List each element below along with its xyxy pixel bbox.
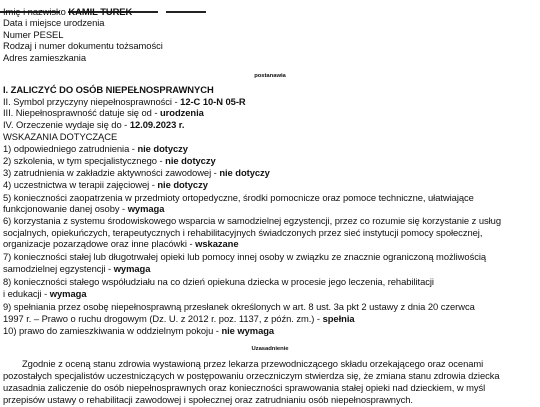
indication-7-line-1: 7) konieczności stałej lub długotrwałej opieki lub pomocy innej osoby w związku ze znacznie ograniczoną możliwością [3,251,487,262]
justification-heading: Uzasadnienie [251,346,289,352]
decision-point-3 [3,107,204,118]
indication-1-text: 1) odpowiedniego zatrudnienia - [3,143,135,154]
justification-line-4: przepisów ustawy o rehabilitacji zawodowej i społecznej oraz zatrudnianiu osób niepełnosprawnych. [3,394,413,405]
indication-8-line-2 [3,288,86,299]
onset-label: III. Niepełnosprawność datuje się od - [3,107,158,118]
name-value: KAMIL TUREK [68,6,133,17]
indication-10-text: 10) prawo do zamieszkiwania w oddzielnym pokoju - [3,325,219,336]
valid-until-label: IV. Orzeczenie wydaje się do - [3,119,128,130]
indication-7-text: samodzielnej egzystencji - [3,263,112,274]
indication-6-value: wskazane [195,238,239,249]
decision-point-4 [3,119,184,130]
indication-6-line-2: socjalnych, opiekuńczych, terapeutycznych i rehabilitacyjnych świadczonych przez sieć instytucji pomocy społecznej, [3,227,483,238]
id-document-label: Rodzaj i numer dokumentu tożsamości [3,40,163,51]
indication-9-line-1: 9) spełniania przez osobę niepełnosprawną przesłanek określonych w art. 8 ust. 3a pkt 2 ustawy z dnia 20 czerwca [3,301,475,312]
cropped-top-text [0,0,540,3]
birth-label: Data i miejsce urodzenia [3,17,105,28]
symbol-value: 12-C 10-N 05-R [180,96,246,107]
indication-4-text: 4) uczestnictwa w terapii zajęciowej - [3,179,155,190]
indication-1 [3,143,188,154]
indication-6-line-3 [3,238,239,249]
indication-8-line-1: 8) konieczności stałego współudziału na co dzień opiekuna dziecka w procesie jego leczenia, rehabilitacji [3,276,434,287]
indications-heading: WSKAZANIA DOTYCZĄCE [3,131,118,142]
indication-5-value: wymaga [127,203,165,214]
indication-2-value: nie dotyczy [165,155,216,166]
justification-line-3: uzasadnia zaliczenie do osób niepełnosprawnych oraz konieczności sprawowania stałej opieki nad dzieckiem, w myśl [3,382,486,393]
indication-5-text: funkcjonowanie danej osoby - [3,203,126,214]
indication-10-value: nie wymaga [221,325,275,336]
indication-3-value: nie dotyczy [219,167,270,178]
indication-5-line-1: 5) konieczności zaopatrzenia w przedmioty ortopedyczne, środki pomocnicze oraz pomoce techniczne, ułatwiające [3,192,474,203]
indication-6-text: organizacje pozarządowe oraz inne placówki - [3,238,193,249]
indication-4 [3,179,208,190]
indication-3-text: 3) zatrudnienia w zakładzie aktywności zawodowej - [3,167,217,178]
decision-point-2 [3,96,246,107]
symbol-label: II. Symbol przyczyny niepełnosprawności - [3,96,178,107]
indication-10 [3,325,274,336]
indication-8-text: i edukacji - [3,288,48,299]
decision-heading: postanawia [254,73,286,79]
justification-line-1: Zgodnie z oceną stanu zdrowia wystawioną przez lekarza przewodniczącego składu orzekającego oraz ocenami [22,358,484,369]
indication-6-line-1: 6) korzystania z systemu środowiskowego wsparcia w samodzielnej egzystencji, przez co rozumie się korzystanie z usług [3,215,501,226]
indication-9-line-2 [3,313,355,324]
indication-8-value: wymaga [49,288,87,299]
indication-4-value: nie dotyczy [157,179,208,190]
indication-7-value: wymaga [113,263,151,274]
indication-3 [3,167,270,178]
indication-9-value: spełnia [322,313,355,324]
pesel-label: Numer PESEL [3,29,64,40]
indication-7-line-2 [3,263,150,274]
indication-5-line-2 [3,203,164,214]
decision-point-1: I. ZALICZYĆ DO OSÓB NIEPEŁNOSPRAWNYCH [3,84,214,95]
name-row [3,6,132,17]
indication-2 [3,155,216,166]
name-label: Imię i nazwisko [3,6,66,17]
indication-9-text: 1997 r. – Prawo o ruchu drogowym (Dz. U. z 2012 r. poz. 1137, z późn. zm.) - [3,313,321,324]
justification-line-2: pozostałych specjalistów uczestniczących w postępowaniu orzeczniczym stwierdza się, że zmiana stanu zdrowia dziecka [3,370,500,381]
onset-value: urodzenia [160,107,204,118]
valid-until-value: 12.09.2023 r. [129,119,185,130]
indication-2-text: 2) szkolenia, w tym specjalistycznego - [3,155,163,166]
indication-1-value: nie dotyczy [137,143,188,154]
address-label: Adres zamieszkania [3,52,86,63]
